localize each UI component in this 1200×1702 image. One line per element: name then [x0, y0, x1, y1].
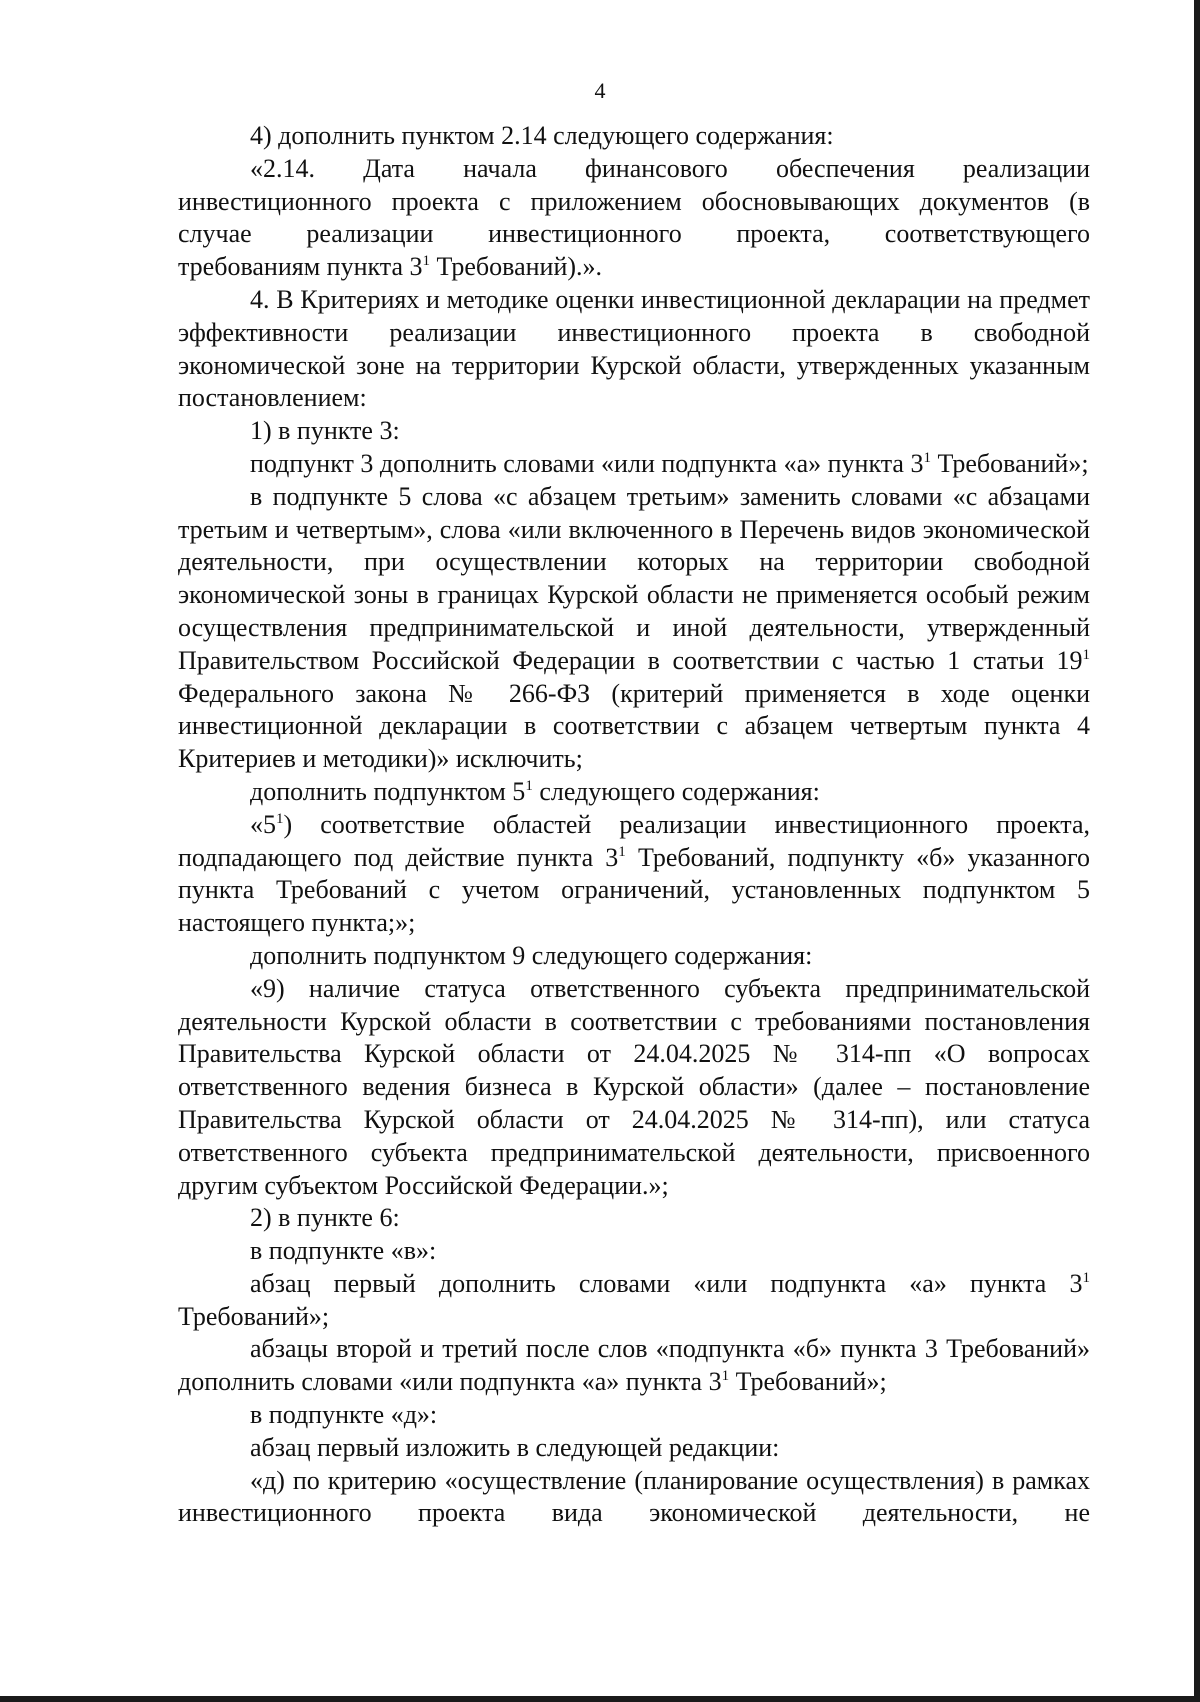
scan-edge-bottom	[0, 1696, 1200, 1702]
paragraph-2-14	[178, 153, 1090, 284]
paragraph-add-5-1: дополнить подпунктом $5^1$ следующего содержания:	[250, 776, 820, 806]
paragraph-abzac-first: абзац первый дополнить словами «или подпункта «а» пункта $3^1$ Требований»;	[178, 1268, 1090, 1331]
paragraph-subpoint-d: в подпункте «д»:	[250, 1400, 438, 1430]
scan-edge-right	[1194, 0, 1200, 1702]
line: требованиям пункта $3^1$ Требований).».	[178, 252, 603, 282]
paragraph-add-9: дополнить подпунктом 9 следующего содержания:	[250, 940, 813, 970]
paragraph-subpoint-5: в подпункте 5 слова «с абзацем третьим» заменить словами «с абзацами третьим и четвертым», слова «или включенного в Перечень видов экономической деятельности, при осуществлении которых на территории свободной экономической зоны в границах Курской области не применяется особый режим осуществления предпринимательской и иной деятельности, утвержденный Правительством Российской Федерации в соответствии с частью 1 статьи $19^1$ Федерального закона № 266-ФЗ (критерий применяется в ходе оценки инвестиционной декларации в соответствии с абзацем четвертым пункта 4 Критериев и методики)» исключить;	[178, 481, 1090, 774]
paragraph-point-6: 2) в пункте 6:	[250, 1203, 400, 1233]
paragraph-abzac-second-third: абзацы второй и третий после слов «подпункта «б» пункта 3 Требований» дополнить словами «или подпункта «а» пункта $3^1$ Требований»;	[178, 1334, 1090, 1397]
line: «2.14. Дата начала финансового обеспечения реализации	[250, 153, 1090, 183]
paragraph-9-text: «9) наличие статуса ответственного субъекта предпринимательской деятельности Курской области в соответствии с требованиями постановления Правительства Курской области от 24.04.2025 № 314-пп «О вопросах ответственного ведения бизнеса в Курской области» (далее – постановление Правительства Курской области от 24.04.2025 № 314-пп), или статуса ответственного субъекта предпринимательской деятельности, присвоенного другим субъектом Российской Федерации.»;	[178, 973, 1090, 1200]
paragraph-5-1-text: «$5^1$) соответствие областей реализации инвестиционного проекта, подпадающего под действие пункта $3^1$ Требований, подпункту «б» указанного пункта Требований с учетом ограничений, установленных подпунктом 5 настоящего пункта;»;	[178, 809, 1090, 938]
page-number: 4	[594, 78, 606, 103]
line: случае реализации инвестиционного проекта, соответствующего	[178, 219, 1090, 249]
paragraph-d-text: «д) по критерию «осуществление (планирование осуществления) в рамках инвестиционного проекта вида экономической деятельности, не	[178, 1465, 1090, 1528]
paragraph-subpoint-3: подпункт 3 дополнить словами «или подпункта «а» пункта $3^1$ Требований»;	[250, 448, 1089, 478]
paragraph-abzac-edition: абзац первый изложить в следующей редакции:	[250, 1432, 780, 1462]
document-body	[178, 120, 1090, 1530]
paragraph-subpoint-v: в подпункте «в»:	[250, 1236, 437, 1266]
paragraph-point-3: 1) в пункте 3:	[250, 416, 400, 446]
line: инвестиционного проекта с приложением обосновывающих документов (в	[178, 186, 1090, 216]
paragraph-item-4: 4) дополнить пунктом 2.14 следующего содержания:	[250, 121, 834, 150]
paragraph-section-4: 4. В Критериях и методике оценки инвестиционной декларации на предмет эффективности реализации инвестиционного проекта в свободной экономической зоне на территории Курской области, утвержденных указанным постановлением:	[178, 284, 1090, 413]
